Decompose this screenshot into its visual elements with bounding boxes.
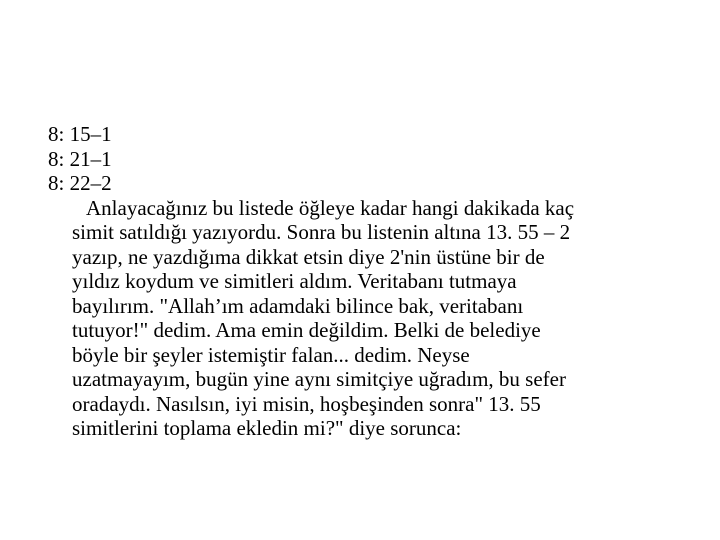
story-paragraph <box>48 196 672 441</box>
paragraph-line: tutuyor!" dedim. Ama emin değildim. Belki de belediye <box>72 318 541 342</box>
paragraph-line: yazıp, ne yazdığıma dikkat etsin diye 2'nin üstüne bir de <box>72 244 545 269</box>
paragraph-line: bayılırım. "Allah’ım adamdaki bilince bak, veritabanı <box>72 293 524 318</box>
paragraph-line: yıldız koydum ve simitleri aldım. Veritabanı tutmaya <box>72 269 517 293</box>
paragraph-line: simitlerini toplama ekledin mi?" diye sorunca: <box>72 416 462 440</box>
paragraph-line: böyle bir şeyler istemiştir falan... dedim. Neyse <box>72 342 470 367</box>
paragraph-line: uzatmayayım, bugün yine aynı simitçiye uğradım, bu sefer <box>72 367 566 391</box>
paragraph-line: simit satıldığı yazıyordu. Sonra bu listenin altına 13. 55 – 2 <box>72 220 571 244</box>
code-line: 8: 21–1 <box>48 146 112 171</box>
text-block <box>48 122 668 441</box>
paragraph-line: Anlayacağınız bu listede öğleye kadar hangi dakikada kaç <box>86 195 575 220</box>
code-line: 8: 22–2 <box>48 171 112 195</box>
paragraph-line: oradaydı. Nasılsın, iyi misin, hoşbeşinden sonra" 13. 55 <box>72 391 541 416</box>
code-line: 8: 15–1 <box>48 122 112 146</box>
